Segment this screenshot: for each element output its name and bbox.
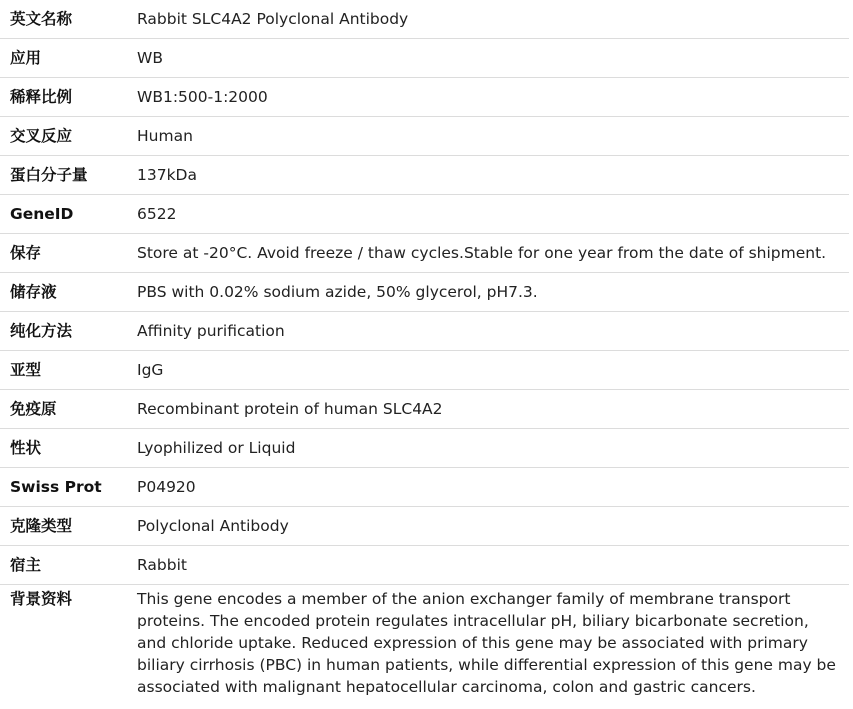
spec-row-application [0, 39, 849, 78]
spec-value: 6522 [127, 195, 849, 234]
spec-row-storage [0, 234, 849, 273]
spec-row-form [0, 429, 849, 468]
spec-key: 应用 [0, 39, 127, 78]
spec-value: Recombinant protein of human SLC4A2 [127, 390, 849, 429]
spec-key: 储存液 [0, 273, 127, 312]
spec-key: 宿主 [0, 546, 127, 585]
spec-key: GeneID [0, 195, 127, 234]
spec-row-background [0, 585, 849, 699]
spec-row-clonality [0, 507, 849, 546]
spec-key: 纯化方法 [0, 312, 127, 351]
spec-value: Human [127, 117, 849, 156]
spec-row-immunogen [0, 390, 849, 429]
spec-key: 克隆类型 [0, 507, 127, 546]
spec-key: 稀释比例 [0, 78, 127, 117]
spec-value: Store at -20°C. Avoid freeze / thaw cycles.Stable for one year from the date of shipment. [127, 234, 849, 273]
spec-value: P04920 [127, 468, 849, 507]
spec-key: 性状 [0, 429, 127, 468]
spec-key: 背景资料 [10, 590, 73, 608]
spec-row-english-name [0, 0, 849, 39]
spec-row-molecular-weight [0, 156, 849, 195]
spec-key: Swiss Prot [0, 468, 127, 507]
spec-value-background: This gene encodes a member of the anion exchanger family of membrane transport proteins. The encoded protein regulates intracellular pH, biliary bicarbonate secretion, and chloride uptake. Reduced expression of this gene may be associated with primary biliary cirrhosis (PBC) in human patients, while differential expression of this gene may be associated with malignant hepatocellular carcinoma, colon and gastric cancers. [137, 590, 836, 696]
spec-key: 英文名称 [0, 0, 127, 39]
spec-value: 137kDa [127, 156, 849, 195]
spec-key: 蛋白分子量 [0, 156, 127, 195]
spec-key: 免疫原 [0, 390, 127, 429]
spec-row-swiss-prot [0, 468, 849, 507]
spec-value: PBS with 0.02% sodium azide, 50% glycerol, pH7.3. [127, 273, 849, 312]
spec-row-buffer [0, 273, 849, 312]
spec-value: WB1:500-1:2000 [127, 78, 849, 117]
spec-value: Rabbit SLC4A2 Polyclonal Antibody [127, 0, 849, 39]
spec-value: Polyclonal Antibody [127, 507, 849, 546]
spec-value: Lyophilized or Liquid [127, 429, 849, 468]
spec-row-cross-reactivity [0, 117, 849, 156]
spec-key: 交叉反应 [0, 117, 127, 156]
spec-value: IgG [127, 351, 849, 390]
spec-row-dilution [0, 78, 849, 117]
spec-row-isotype [0, 351, 849, 390]
spec-row-host [0, 546, 849, 585]
spec-value: Rabbit [127, 546, 849, 585]
spec-key: 保存 [0, 234, 127, 273]
spec-row-gene-id [0, 195, 849, 234]
spec-value: WB [127, 39, 849, 78]
spec-value: Affinity purification [127, 312, 849, 351]
spec-key: 亚型 [0, 351, 127, 390]
spec-row-purification [0, 312, 849, 351]
